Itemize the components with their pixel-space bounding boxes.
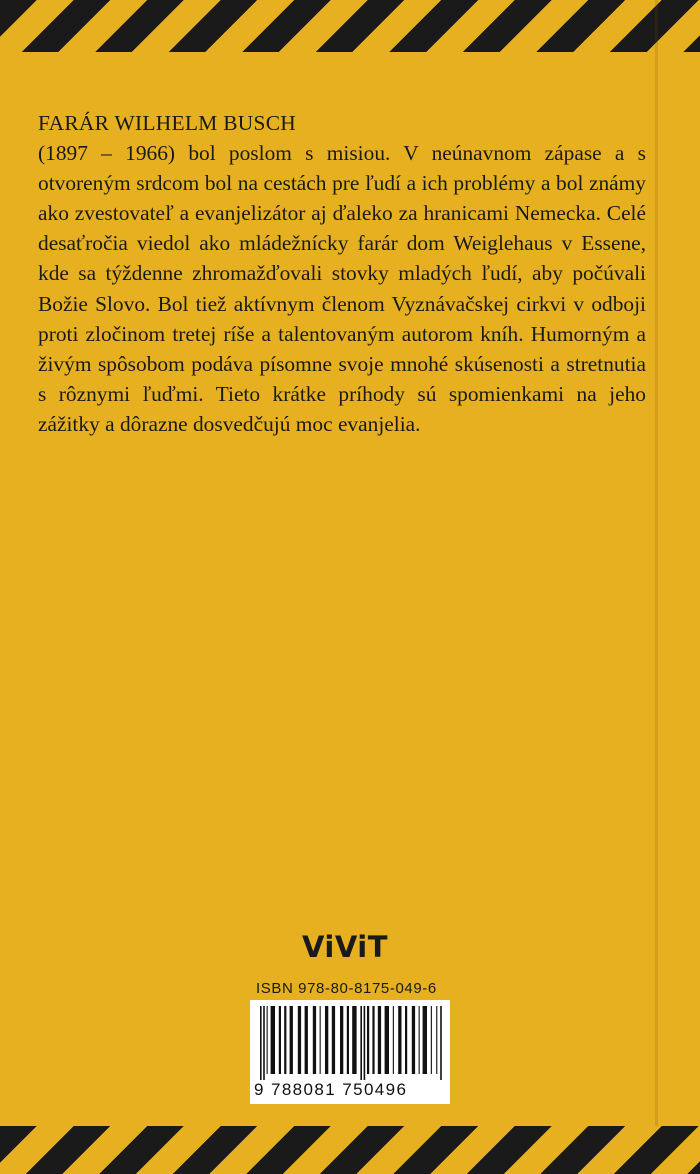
hazard-stripe-bottom <box>0 1126 700 1174</box>
back-cover-blurb <box>38 108 646 439</box>
barcode <box>250 1000 450 1104</box>
hazard-stripe-top <box>0 0 700 52</box>
blurb-text: (1897 – 1966) bol poslom s misiou. V neúnavnom zápase a s otvoreným srdcom bol na cestách pre ľudí a ich problémy a bol známy ako zvestovateľ a evanjelizátor aj ďaleko za hranicami Nemecka. Celé desaťročia viedol ako mládežnícky farár dom Weiglehaus v Essene, kde sa týždenne zhromažďovali stovky mladých ľudí, aby počúvali Božie Slovo. Bol tiež aktívnym členom Vyznávačskej cirkvi v odboji proti zločinom tretej ríše a talentovaným autorom kníh. Humorným a živým spôsobom podáva písomne svoje mnohé skúsenosti a stretnutia s rôznymi ľuďmi. Tieto krátke príhody sú spomienkami na jeho zážitky a dôrazne dosvedčujú moc evanjelia. <box>38 141 646 436</box>
publisher-logo: ViViT <box>302 930 389 964</box>
isbn-label: ISBN 978-80-8175-049-6 <box>256 980 437 997</box>
barcode-digits: 9 788081 750496 <box>254 1080 408 1099</box>
barcode-bars <box>258 1006 442 1080</box>
cover-crease <box>655 0 658 1174</box>
author-heading: FARÁR WILHELM BUSCH <box>38 111 297 135</box>
